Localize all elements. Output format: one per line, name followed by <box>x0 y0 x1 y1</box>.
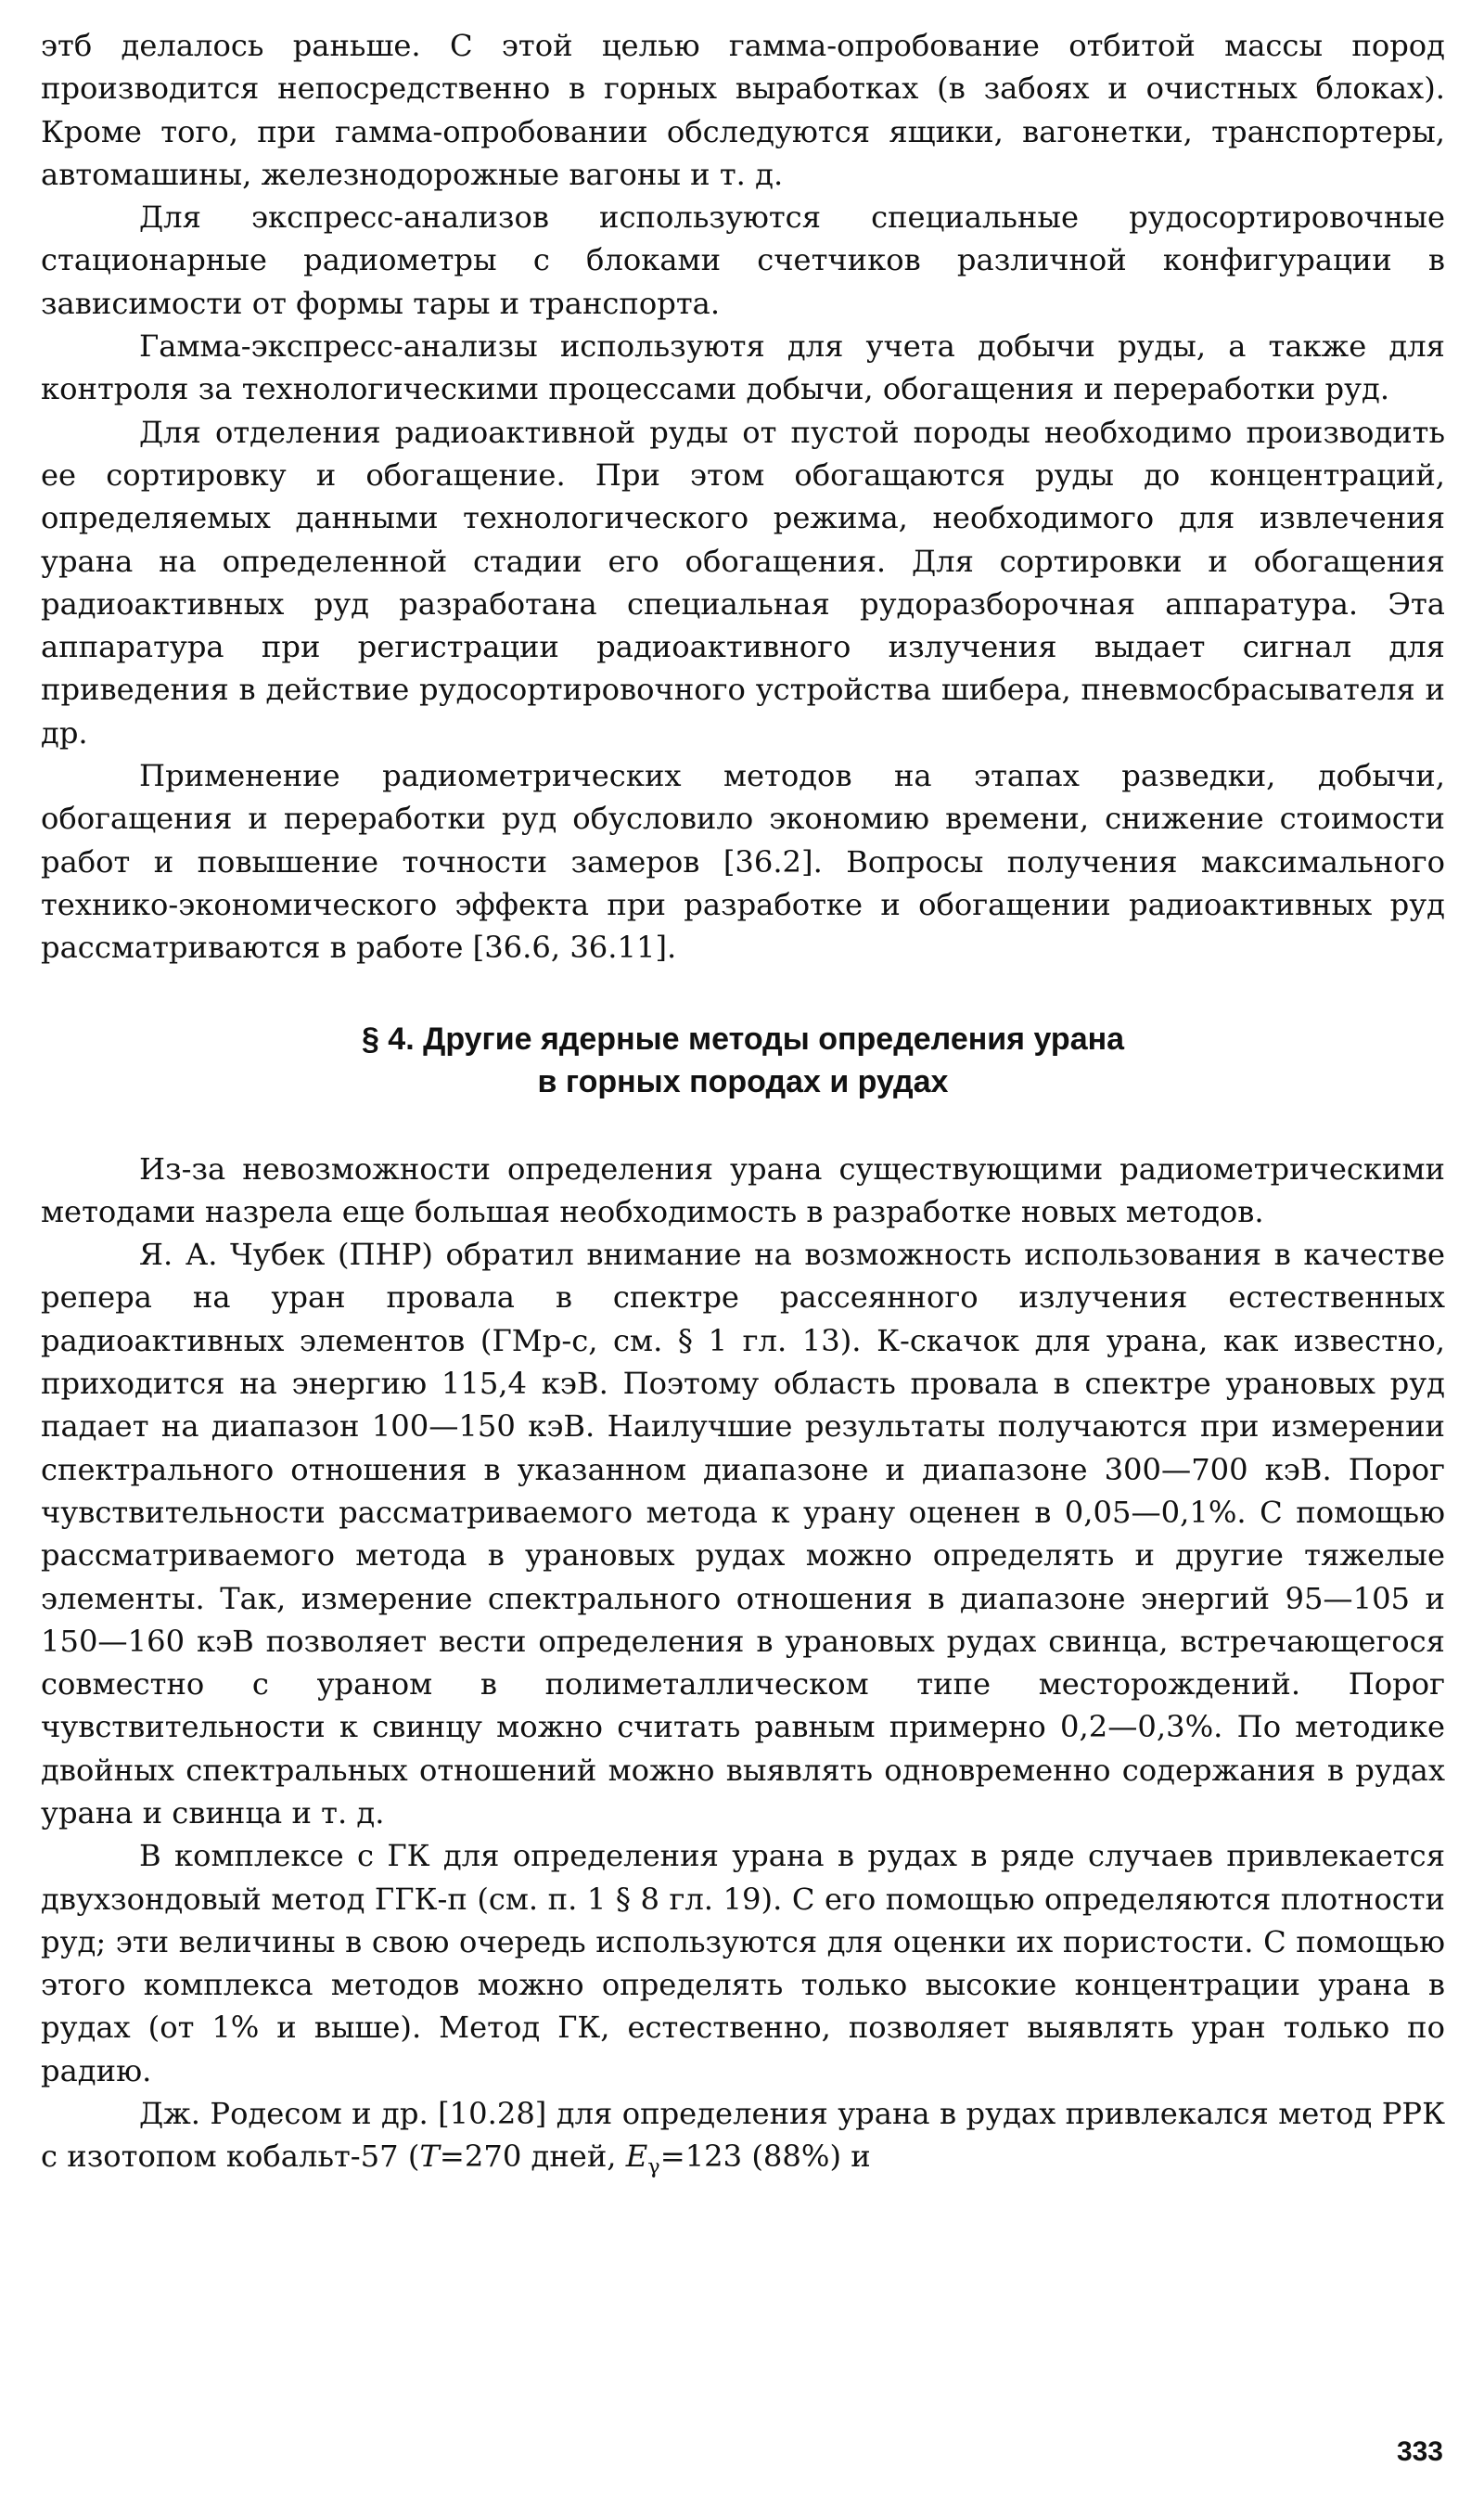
paragraph-8: В комплексе с ГК для определения урана в рудах в ряде случаев привлекается двухзондовый метод ГГК-п (см. п. 1 § 8 гл. 19). С его помощью определяются плотности руд; эти величины в свою очередь используются для оценки их пористости. С помощью этого комплекса методов можно определять только высокие концентрации урана в рудах (от 1% и выше). Метод ГК, естественно, позволяет выявлять уран только по радию. <box>41 1838 1445 2088</box>
paragraph-7: Я. А. Чубек (ПНР) обратил внимание на возможность использования в качестве репера на уран провала в спектре рассеянного излучения естественных радиоактивных элементов (ГМр-с, см. § 1 гл. 13). К-скачок для урана, как известно, приходится на энергию 115,4 кэВ. Поэтому область провала в спектре урановых руд падает на диапазон 100—150 кэВ. Наилучшие результаты получаются при измерении спектрального отношения в указанном диапазоне и диапазоне 300—700 кэВ. Порог чувствительности рассматриваемого метода к урану оценен в 0,05—0,1%. С помощью рассматриваемого метода в урановых рудах можно определять и другие тяжелые элементы. Так, измерение спектрального отношения в диапазоне энергий 95—105 и 150—160 кэВ позволяет вести определения в урановых рудах свинца, встречающегося совместно с ураном в полиметаллическом типе месторождений. Порог чувствительности к свинцу можно считать равным примерно 0,2—0,3%. По методике двойных спектральных отношений можно выявлять одновременно содержания в рудах урана и свинца и т. д. <box>41 1237 1445 1831</box>
text-block-before <box>41 24 1445 970</box>
paragraph-3: Гамма-экспресс-анализы используютя для учета добычи руды, а также для контроля за технологическими процессами добычи, обогащения и переработки руд. <box>41 328 1445 407</box>
paragraph-4: Для отделения радиоактивной руды от пустой породы необходимо производить ее сортировку и обогащение. При этом обогащаются руды до концентраций, определяемых данными технологического режима, необходимого для извлечения урана на определенной стадии его обогащения. Для сортировки и обогащения радиоактивных руд разработана специальная рудоразборочная аппаратура. Эта аппаратура при регистрации радиоактивного излучения выдает сигнал для приведения в действие рудосортировочного устройства шибера, пневмосбрасывателя и др. <box>41 414 1445 751</box>
t-value: =270 дней, <box>439 2139 626 2175</box>
e-value: =123 (88%) и <box>659 2139 871 2175</box>
section-heading-line-2: в горных породах и рудах <box>537 1063 949 1099</box>
section-heading <box>41 1018 1445 1103</box>
paragraph-5: Применение радиометрических методов на этапах разведки, добычи, обогащения и переработки руд обусловило экономию времени, снижение стоимости работ и повышение точности замеров [36.2]. Вопросы получения максимального технико-экономического эффекта при разработке и обогащении радиоактивных руд рассматриваются в работе [36.6, 36.11]. <box>41 758 1445 966</box>
paragraph-6: Из-за невозможности определения урана существующими радиометрическими методами назрела еще большая необходимость в разработке новых методов. <box>41 1150 1445 1229</box>
e-symbol: E <box>625 2139 648 2175</box>
paragraph-9 <box>41 2092 1445 2189</box>
t-symbol: T <box>419 2139 440 2175</box>
paragraph-2: Для экспресс-анализов используются специальные рудосортировочные стационарные радиометры с блоками счетчиков различной конфигурации в зависимости от формы тары и транспорта. <box>41 199 1445 321</box>
page-number: 333 <box>1396 2436 1443 2467</box>
paragraph-1: этб делалось раньше. С этой целью гамма-опробование отбитой массы пород производится непосредственно в горных выработках (в забоях и очистных блоках). Кроме того, при гамма-опробовании обследуются ящики, вагонетки, транспортеры, автомашины, железнодорожные вагоны и т. д. <box>41 28 1445 192</box>
e-subscript: γ <box>647 2154 660 2179</box>
text-block-after <box>41 1148 1445 2190</box>
paragraph-9-text: Дж. Родесом и др. [10.28] для определения урана в рудах привлекался метод РРК с изотопом кобальт-57 ( <box>41 2096 1445 2175</box>
section-heading-line-1: § 4. Другие ядерные методы определения урана <box>361 1021 1125 1057</box>
